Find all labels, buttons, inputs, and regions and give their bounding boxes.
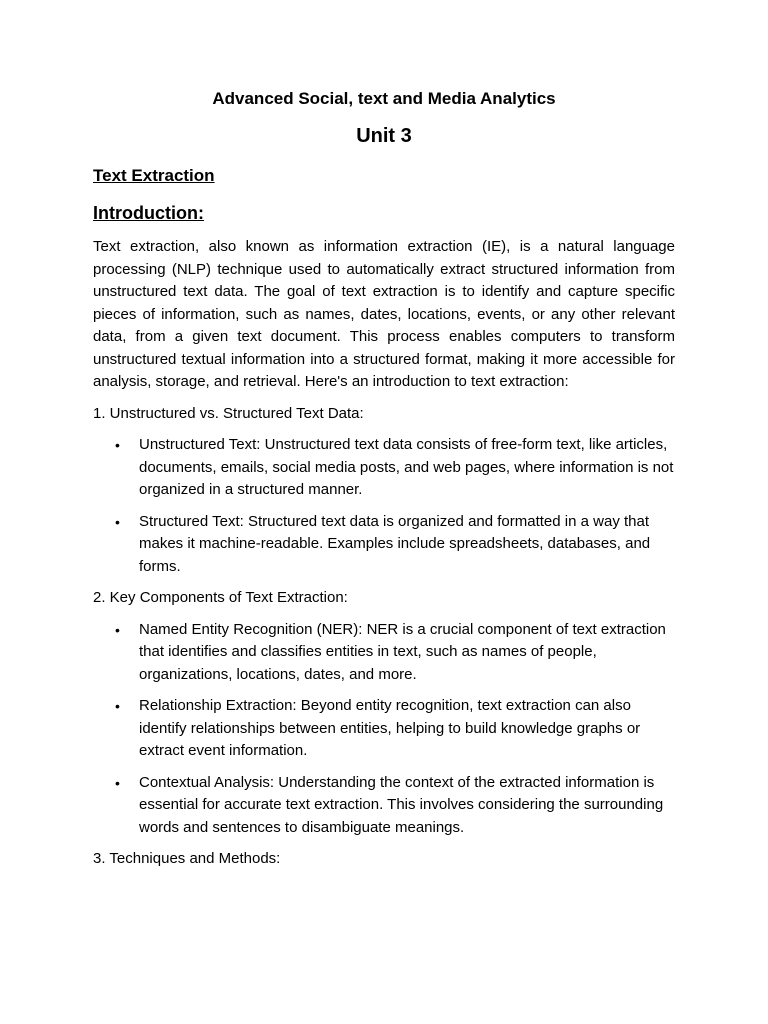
bullet-icon: • xyxy=(115,437,120,453)
section-title: Text Extraction xyxy=(93,166,215,185)
bullet-item xyxy=(93,619,675,687)
document-title: Advanced Social, text and Media Analytics xyxy=(212,89,556,108)
subsection-title: Introduction: xyxy=(93,203,204,223)
bullet-list xyxy=(93,434,675,578)
bullet-text: Unstructured Text: Unstructured text data consists of free-form text, like articles, documents, emails, social media posts, and web pages, where information is not organized in a structured manner. xyxy=(139,436,674,498)
bullet-icon: • xyxy=(115,774,120,791)
item-heading: 3. Techniques and Methods: xyxy=(93,850,281,867)
bullet-icon: • xyxy=(115,698,120,714)
bullet-text: Relationship Extraction: Beyond entity recognition, text extraction can also identify relationships between entities, helping to build knowledge graphs or extract event information. xyxy=(139,697,641,759)
bullet-text: Named Entity Recognition (NER): NER is a crucial component of text extraction that identifies and classifies entities in text, such as names of people, organizations, locations, dates, and more. xyxy=(139,620,666,683)
bullet-icon: • xyxy=(115,621,120,638)
bullet-item xyxy=(93,434,675,502)
item-heading: 1. Unstructured vs. Structured Text Data: xyxy=(93,404,364,422)
unit-title: Unit 3 xyxy=(356,125,412,147)
bullet-text: Contextual Analysis: Understanding the context of the extracted information is essential for accurate text extraction. This involves considering the surrounding words and sentences to disambiguate meanings. xyxy=(139,773,664,836)
bullet-text: Structured Text: Structured text data is organized and formatted in a way that makes it machine-readable. Examples include spreadsheets, databases, and forms. xyxy=(139,512,651,575)
intro-paragraph: Text extraction, also known as information extraction (IE), is a natural language processing (NLP) technique used to automatically extract structured information from unstructured text data. The goal of text extraction is to identify and capture specific pieces of information, such as names, dates, locations, events, or any other relevant data, from a given text document. This process enables computers to transform unstructured textual information into a structured format, making it more accessible for analysis, storage, and retrieval. Here's an introduction to text extraction: xyxy=(93,238,675,390)
bullet-list xyxy=(93,619,675,840)
bullet-icon: • xyxy=(115,513,120,530)
item-heading: 2. Key Components of Text Extraction: xyxy=(93,589,348,606)
bullet-item xyxy=(93,772,675,840)
bullet-item xyxy=(93,695,675,763)
bullet-item xyxy=(93,511,675,579)
